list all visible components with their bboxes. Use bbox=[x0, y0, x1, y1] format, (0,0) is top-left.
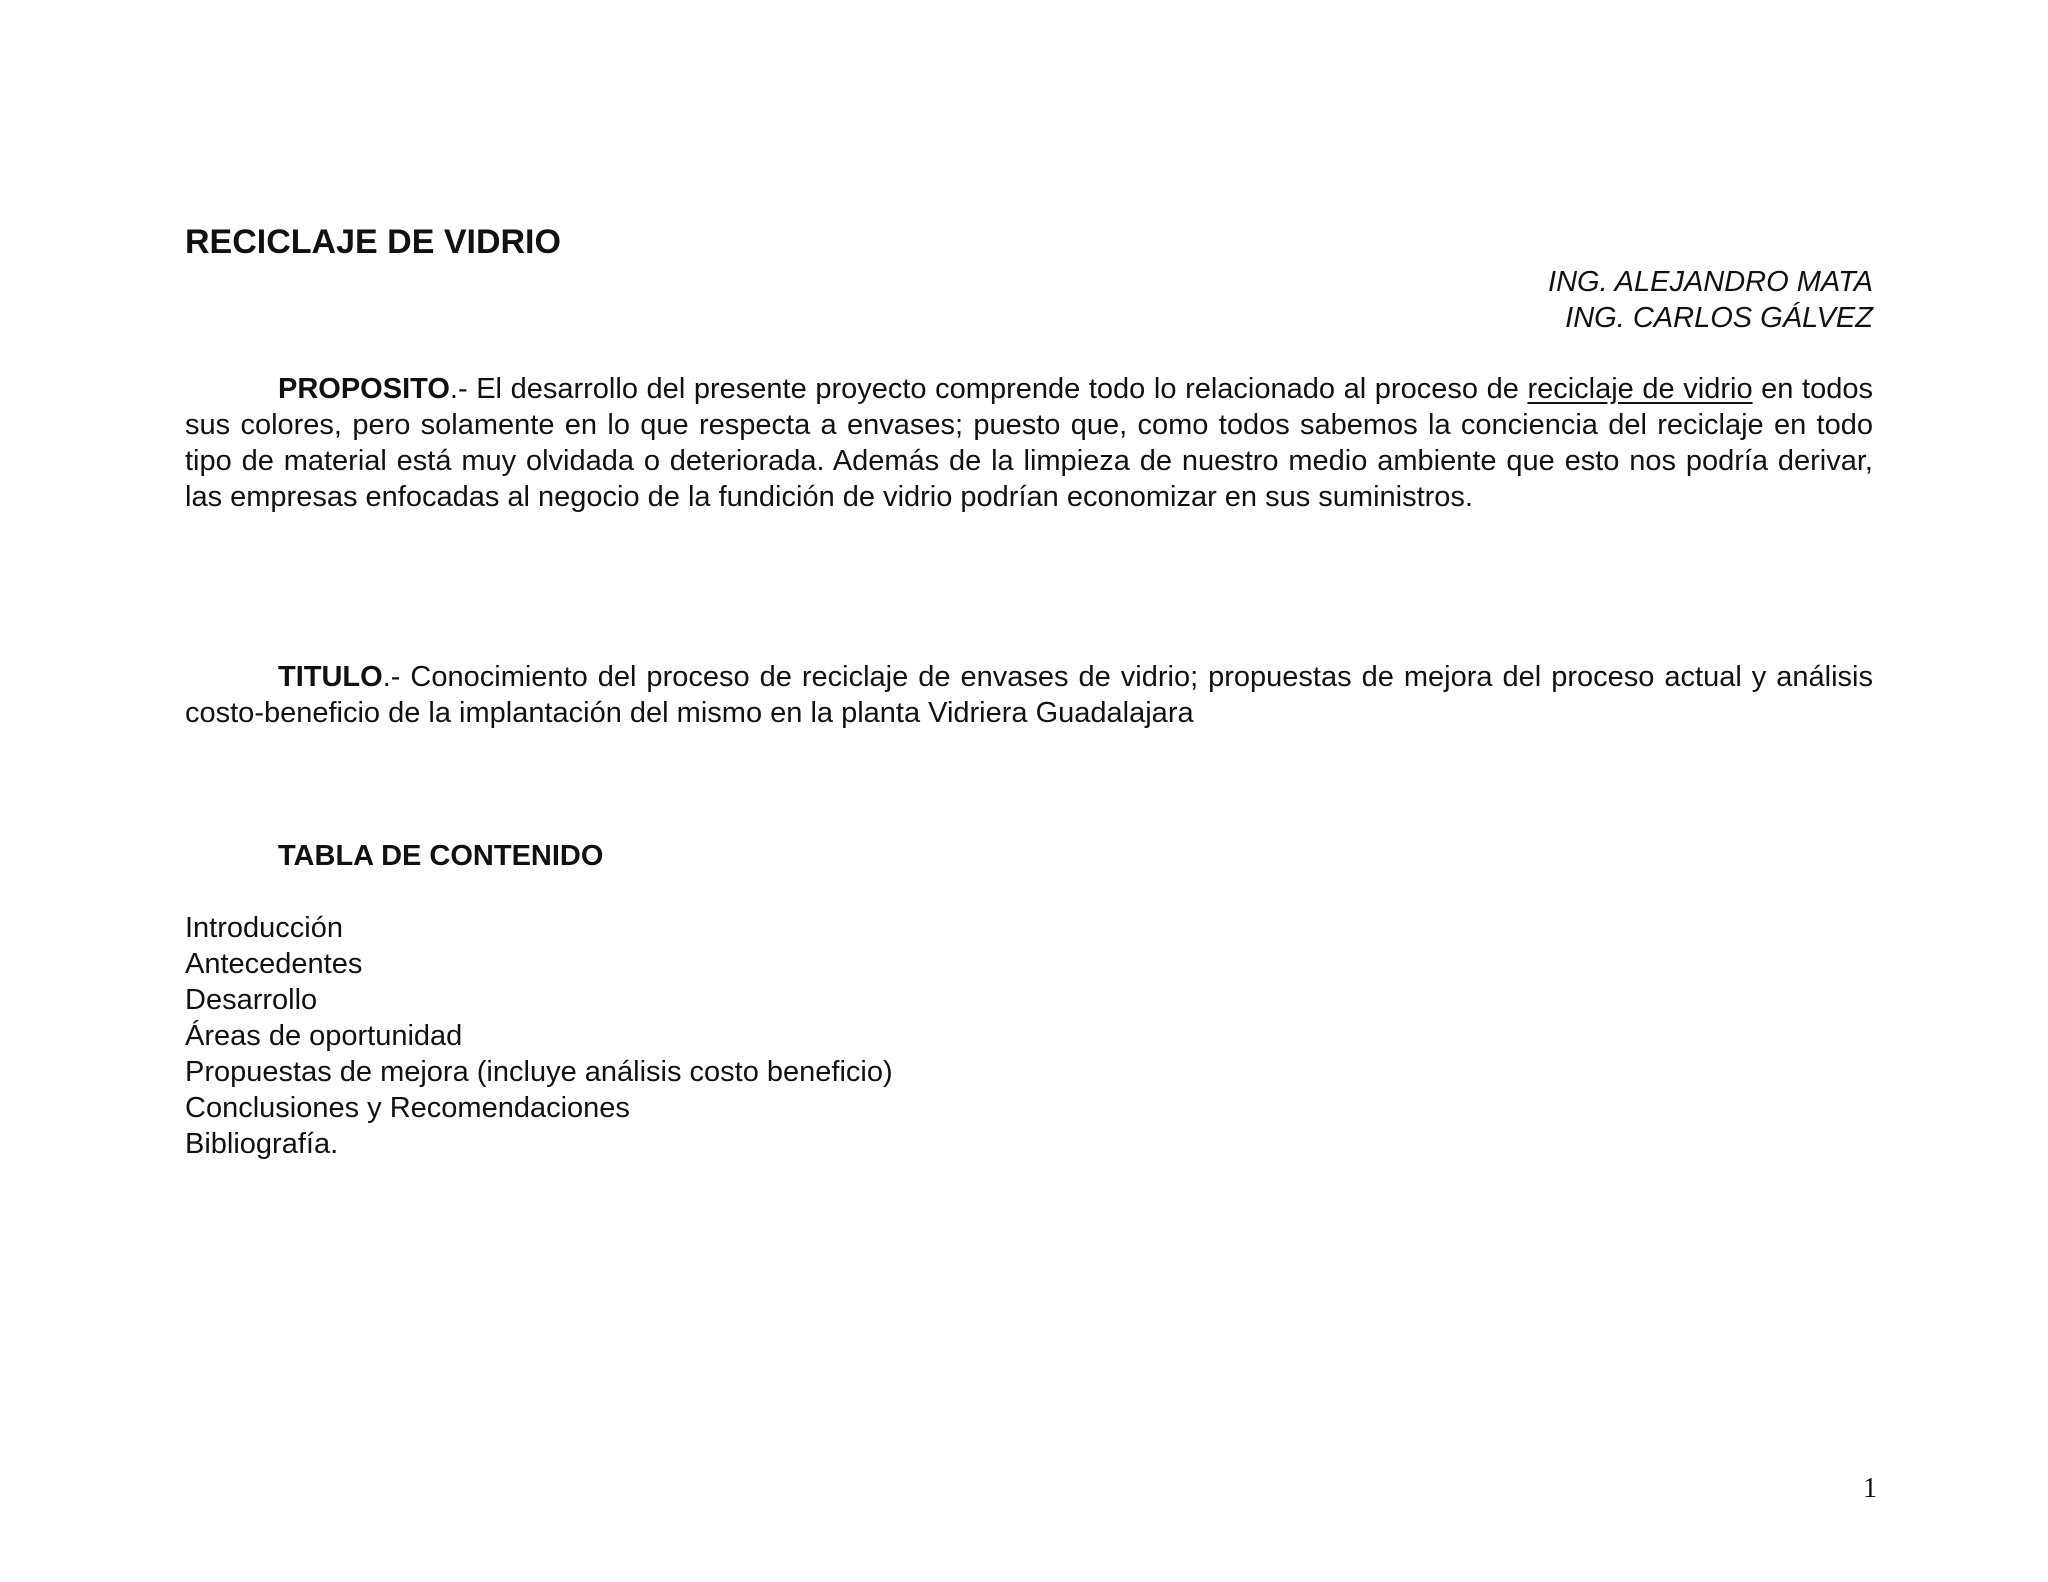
proposito-text-after: en todos sus colores, pero solamente en lo que respecta a envases; puesto que, como todos sabemos la conciencia del reciclaje en todo tipo de material está muy olvidada o deteriorada. Además de la limpieza de nuestro medio ambiente que esto nos podría derivar, las empresas enfocadas al negocio de la fundición de vidrio podrían economizar en sus suministros. bbox=[185, 373, 1873, 513]
proposito-separator: .- bbox=[449, 373, 477, 405]
toc-item: Áreas de oportunidad bbox=[185, 1020, 463, 1052]
toc-list bbox=[185, 910, 893, 1162]
reciclaje-link[interactable]: reciclaje de vidrio bbox=[1527, 373, 1753, 405]
toc-item: Introducción bbox=[185, 912, 343, 944]
authors-block bbox=[185, 264, 1873, 336]
proposito-text-before: El desarrollo del presente proyecto comprende todo lo relacionado al proceso de bbox=[476, 373, 1528, 405]
document-title: RECICLAJE DE VIDRIO bbox=[185, 223, 561, 261]
toc-heading: TABLA DE CONTENIDO bbox=[278, 840, 604, 872]
toc-item: Bibliografía. bbox=[185, 1128, 339, 1160]
toc-item: Conclusiones y Recomendaciones bbox=[185, 1092, 630, 1124]
author-name: ING. ALEJANDRO MATA bbox=[1548, 266, 1873, 298]
titulo-label: TITULO bbox=[278, 661, 383, 693]
toc-item: Desarrollo bbox=[185, 984, 318, 1016]
titulo-separator: .- bbox=[382, 661, 411, 693]
toc-item: Antecedentes bbox=[185, 948, 363, 980]
proposito-paragraph bbox=[185, 371, 1873, 515]
toc-item: Propuestas de mejora (incluye análisis costo beneficio) bbox=[185, 1056, 893, 1088]
page-number: 1 bbox=[1863, 1473, 1877, 1504]
titulo-text: Conocimiento del proceso de reciclaje de envases de vidrio; propuestas de mejora del proceso actual y análisis costo-beneficio de la implantación del mismo en la planta Vidriera Guadalajara bbox=[185, 661, 1873, 729]
author-name: ING. CARLOS GÁLVEZ bbox=[1565, 302, 1873, 334]
proposito-label: PROPOSITO bbox=[278, 373, 450, 405]
titulo-paragraph bbox=[185, 659, 1873, 731]
